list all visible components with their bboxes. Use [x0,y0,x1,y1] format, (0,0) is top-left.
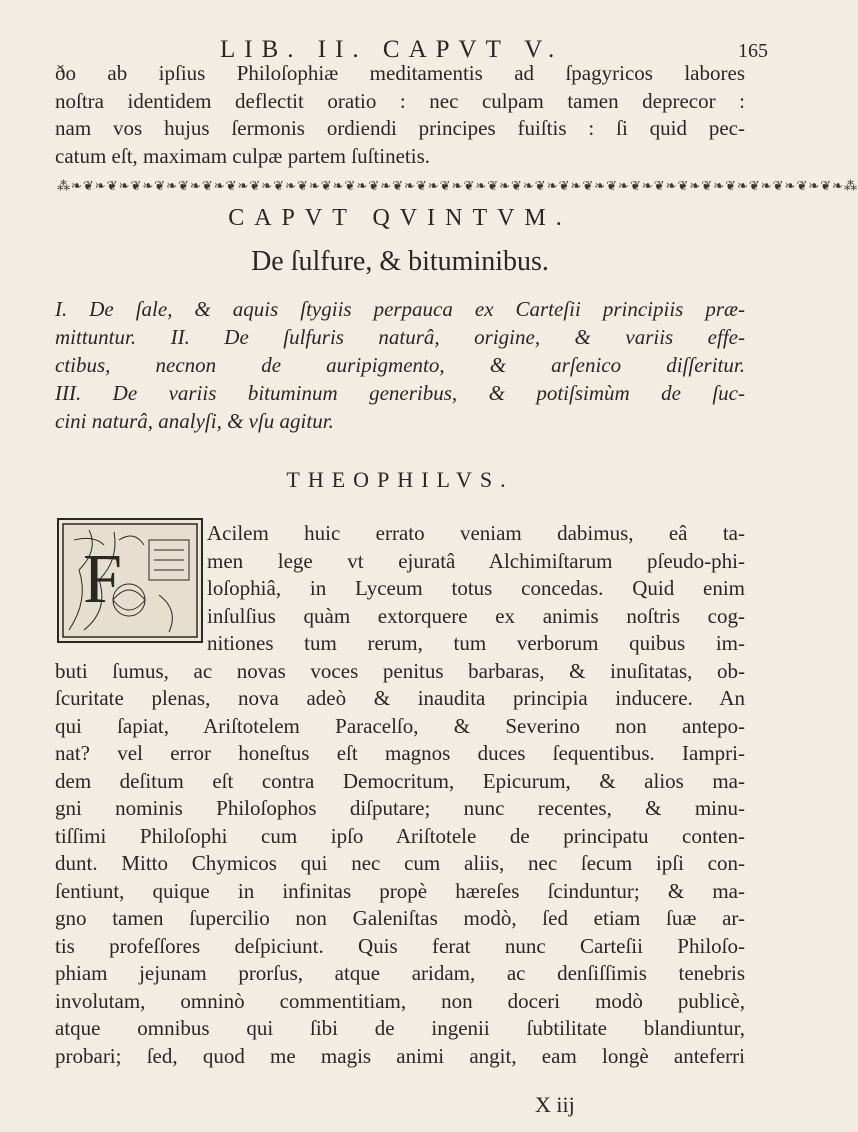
text-line: Acilem huic errato veniam dabimus, eâ ta- [207,521,745,545]
text-line: ſcuritate plenas, nova adeò & inaudita principia inducere. An [55,686,745,710]
text-line: involutam, omninò commentitiam, non doceri modò publicè, [55,988,745,1013]
summary-line: I. De ſale, & aquis ſtygiis perpauca ex Carteſii principiis præ- [55,297,745,321]
text-line: probari; ſed, quod me magis animi angit, eam longè anteferri [55,1043,745,1068]
speaker-heading: THEOPHILVS. [286,467,514,492]
text-line: loſophiâ, in Lyceum totus concedas. Quid enim [207,576,745,600]
summary-line: cini naturâ, analyſi, & vſu agitur. [55,409,334,433]
summary-line: ctibus, necnon de auripigmento, & arſenico diſſeritur. [55,353,745,377]
chapter-summary [55,295,745,435]
text-line: phiam jejunam prorſus, atque aridam, ac denſiſſimis tenebris [55,961,745,985]
text-line: nat? vel error honeſtus eſt magnos duces ſequentibus. Iampri- [55,741,745,765]
text-line: buti ſumus, ac novas voces penitus barbaras, & inuſitatas, ob- [55,658,745,683]
text-line: inſulſius quàm extorquere ex animis noſtris cog- [207,603,745,628]
text-line: nam vos hujus ſermonis ordiendi principes fuiſtis : ſi quid pec- [55,116,745,140]
text-line: tis profeſſores deſpiciunt. Quis ferat nunc Carteſii Philoſo- [55,933,745,958]
intro-paragraph [55,60,745,170]
text-line: ðo ab ipſius Philoſophiæ meditamentis ad ſpagyricos labores [55,61,745,85]
text-line: ſentiunt, quique in infinitas propè hæreſes ſcinduntur; & ma- [55,878,745,903]
text-line: gni nominis Philoſophos diſputare; nunc recentes, & minu- [55,796,745,820]
text-line: nitiones tum rerum, tum verborum quibus im- [207,631,745,655]
summary-line: mittuntur. II. De ſulfuris naturâ, origine, & variis effe- [55,325,745,349]
text-line: noſtra identidem deflectit oratio : nec culpam tamen deprecor : [55,88,745,113]
summary-line: III. De variis bituminum generibus, & potiſsimùm de ſuc- [55,381,745,405]
text-line: qui ſapiat, Ariſtotelem Paracelſo, & Severino non antepo- [55,713,745,738]
text-line: catum eſt, maximam culpæ partem ſuſtinetis. [55,143,430,168]
signature-mark: X iij [535,1092,575,1117]
text-line: men lege vt ejuratâ Alchimiſtarum pſeudo-phi- [207,548,745,573]
text-line: gno tamen ſupercilio non Galeniſtas modò, ſed etiam ſuæ ar- [55,906,745,930]
ornamental-border: ⁂❧❦❧❦❧❦❧❦❧❦❧❦❧❦❧❦❧❦❧❦❧❦❧❦❧❦❧❦❧❦❧❦❧❦❧❦❧❦❧❦❧❦❧❦❧❦❧❦❧❦❧❦❧❦❧❦❧❦❧❦❧❦❧❦❧⁂ [57,179,858,194]
text-line: dunt. Mitto Chymicos qui nec cum aliis, nec ſecum ipſi con- [55,851,745,875]
page-number: 165 [738,40,768,62]
chapter-subtitle: De ſulfure, & bituminibus. [251,246,549,277]
main-paragraph [55,520,745,1070]
running-head-title: LIB. II. CAPVT V. [220,36,564,63]
chapter-title: CAPVT QVINTVM. [228,205,572,231]
text-line: dem deſitum eſt contra Democritum, Epicurum, & alios ma- [55,768,745,793]
text-line: atque omnibus qui ſibi de ingenii ſubtilitate blandiuntur, [55,1016,745,1040]
dropcap-letter: F [83,541,122,618]
text-line: tiſſimi Philoſophi cum ipſo Ariſtotele de principatu conten- [55,823,745,848]
